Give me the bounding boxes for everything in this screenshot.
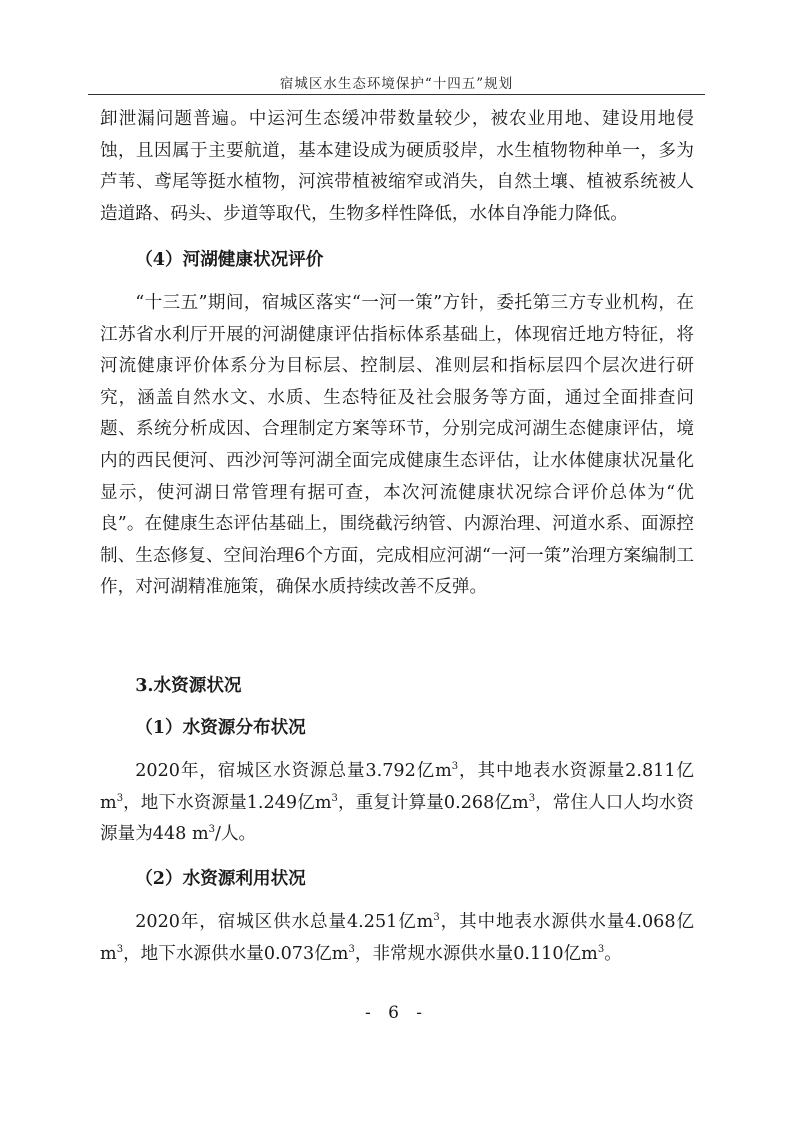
page-number: - 6 - [364,1003,429,1023]
text-segment: /人。 [215,824,257,845]
superscript: 3 [116,943,124,955]
superscript: 3 [433,912,440,924]
text-segment: ，其中地表水源供水量4.068亿m [100,912,695,964]
superscript: 3 [331,792,338,804]
text-segment: ，重复计算量0.268亿m [337,792,529,813]
superscript: 3 [116,792,124,804]
text-segment: ，地下水资源量1.249亿m [123,792,332,813]
superscript: 3 [451,761,459,773]
heading-water-resources: 3.水资源状况 [135,675,242,696]
paragraph-river-lake-health: “十三五”期间，宿城区落实“一河一策”方针，委托第三方专业机构，在江苏省水利厅开展的河湖健康评估指标体系基础上，体现宿迁地方特征，将河流健康评价体系分为目标层、控制层、准则层和指标层四个层次进行研究，涵盖自然水文、水质、生态特征及社会服务等方面，通过全面排查问题、系统分析成因、合理制定方案等环节，分别完成河湖生态健康评估，境内的西民便河、西沙河等河湖全面完成健康生态评估，让水体健康状况量化显示，使河湖日常管理有据可查，本次河流健康状况综合评价总体为“优良”。在健康生态评估基础上，围绕截污纳管、内源治理、河道水系、面源控制、生态修复、空间治理6个方面，完成相应河湖“一河一策”治理方案编制工作，对河湖精准施策，确保水质持续改善不反弹。 [100,293,694,598]
text-segment: ，地下水源供水量0.073亿m [123,943,349,964]
text-segment: ，非常规水源供水量0.110亿m [354,943,598,964]
superscript: 3 [597,943,605,955]
text-segment: 。 [604,943,622,964]
paragraph-water-utilization [100,907,694,970]
heading-water-utilization: （2）水资源利用状况 [135,868,306,889]
heading-river-lake-health: （4）河湖健康状况评价 [135,249,324,270]
superscript: 3 [348,943,355,955]
text-segment: 2020年，宿城区供水总量4.251亿m [135,912,434,932]
text-segment: ，其中地表水资源量2.811亿m [100,761,694,813]
superscript: 3 [528,792,536,804]
paragraph-continuation: 卸泄漏问题普遍。中运河生态缓冲带数量较少，被农业用地、建设用地侵蚀，且因属于主要航道，基本建设成为硬质驳岸，水生植物物种单一，多为芦苇、鸢尾等挺水植物，河滨带植被缩窄或消失，自然土壤、植被系统被人造道路、码头、步道等取代，生物多样性降低，水体自净能力降低。 [100,109,694,224]
page-header: 宿城区水生态环境保护“十四五”规划 [279,76,514,92]
superscript: 3 [208,824,216,836]
text-segment: ，常住人口人均水资源量为448 m [100,792,694,845]
header-rule [88,94,705,95]
text-segment: 2020年，宿城区水资源总量3.792亿m [135,761,452,781]
heading-water-distribution: （1）水资源分布状况 [135,717,306,738]
paragraph-water-distribution [100,756,694,851]
